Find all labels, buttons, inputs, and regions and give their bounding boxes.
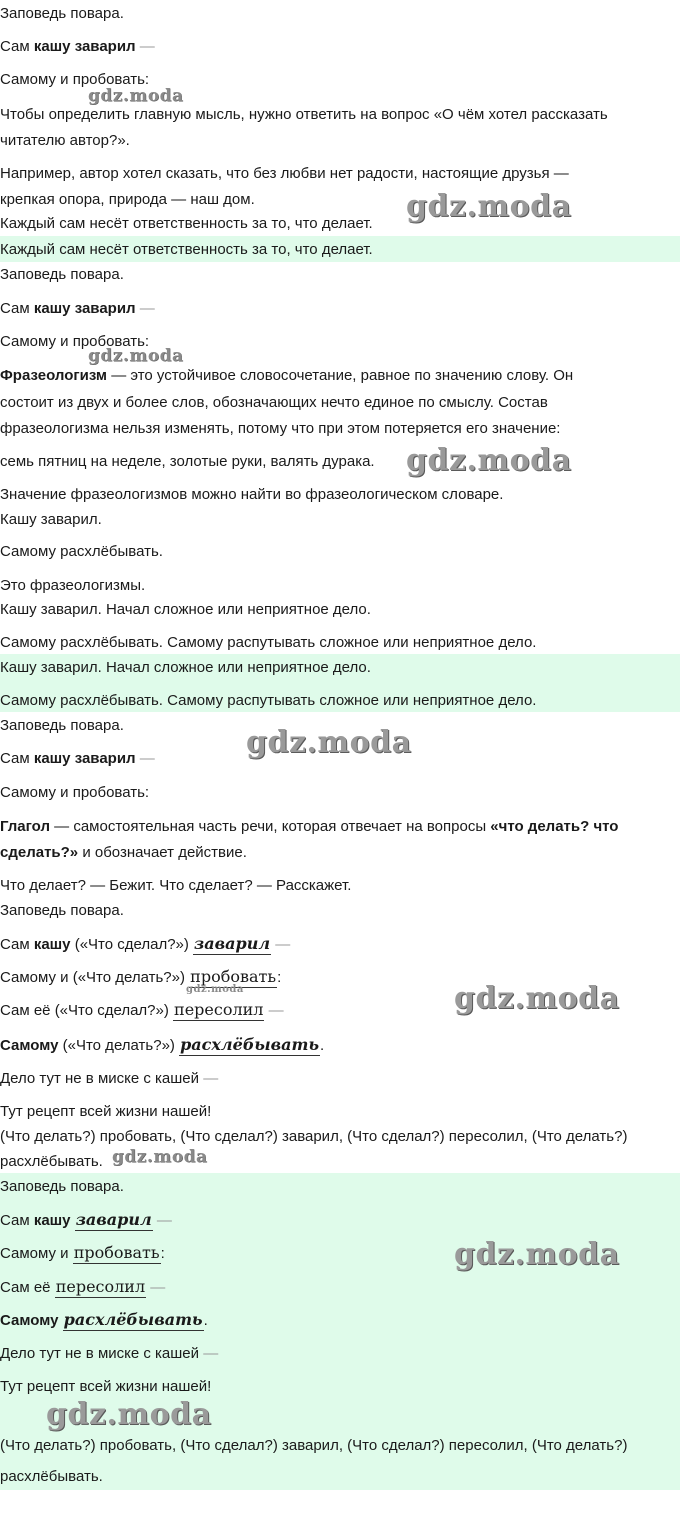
verb-zavaril: заварил xyxy=(194,934,271,953)
phraseologism-dictionary: Значение фразеологизмов можно найти во фразеологическом словаре. xyxy=(0,486,504,503)
poem-q-line-2: Самому и («Что делать?») пробовать: xyxy=(0,967,282,986)
poem-line-2: Самому и пробовать: xyxy=(0,784,150,801)
verb-examples: Что делает? — Бежит. Что сделает? — Расскажет. xyxy=(0,877,352,894)
poem-title: Заповедь повара. xyxy=(0,1178,124,1195)
poem-title: Заповедь повара. xyxy=(0,717,124,734)
watermark-logo: gdz.moda xyxy=(88,346,184,366)
answer-phrase-2: Самому расхлёбывать. Самому распутывать сложное или неприятное дело. xyxy=(0,692,537,709)
verb-peresolil: пересолил xyxy=(55,1277,146,1296)
poem-line-1: Сам кашу заварил — xyxy=(0,38,155,55)
watermark-logo: gdz.moda xyxy=(406,443,572,478)
phraseologism-examples: семь пятниц на неделе, золотые руки, валять дурака. xyxy=(0,453,375,470)
verb-rasxlebyvat: расхлёбывать xyxy=(180,1035,320,1054)
phraseologism-definition-3: фразеологизма нельзя изменять, потому что при этом потеряется его значение: xyxy=(0,420,561,437)
poem-q-line-3: Сам её («Что сделал?») пересолил — xyxy=(0,1000,284,1019)
phraseologism-definition-2: состоит из двух и более слов, обозначающих нечто единое по смыслу. Состав xyxy=(0,394,548,411)
verb-rasxlebyvat: расхлёбывать xyxy=(63,1310,203,1329)
phrase-meaning-2: Самому расхлёбывать. Самому распутывать сложное или неприятное дело. xyxy=(0,634,537,651)
poem-line-5: Дело тут не в миске с кашей — xyxy=(0,1070,219,1087)
answer-phrase-1: Кашу заварил. Начал сложное или неприятное дело. xyxy=(0,659,371,676)
poem-line-1: Сам кашу заварил — xyxy=(0,300,155,317)
verb-probovat: пробовать xyxy=(73,1243,160,1262)
watermark-logo: gdz.moda xyxy=(46,1397,212,1432)
main-idea-example-2: крепкая опора, природа — наш дом. xyxy=(0,191,255,208)
verb-peresolil: пересолил xyxy=(174,1000,264,1019)
verbs-summary-1: (Что делать?) пробовать, (Что сделал?) заварил, (Что сделал?) пересолил, (Что делать?) xyxy=(0,1128,628,1145)
poem-title: Заповедь повара. xyxy=(0,5,124,22)
answer-summary-2: расхлёбывать. xyxy=(0,1468,103,1485)
phrase-1: Кашу заварил. xyxy=(0,511,102,528)
main-idea-text-2: читателю автор?». xyxy=(0,132,130,149)
phraseologism-definition-1: Фразеологизм — это устойчивое словосочетание, равное по значению слову. Он xyxy=(0,367,574,384)
watermark-logo: gdz.moda xyxy=(186,984,244,995)
answer-poem-line-1: Сам кашу заварил — xyxy=(0,1210,172,1229)
verb-zavaril: заварил xyxy=(75,1210,152,1229)
verb-definition-1: Глагол — самостоятельная часть речи, которая отвечает на вопросы «что делать? что xyxy=(0,818,619,835)
watermark-logo: gdz.moda xyxy=(88,86,184,106)
poem-q-line-4: Самому («Что делать?») расхлёбывать. xyxy=(0,1035,325,1054)
poem-title: Заповедь повара. xyxy=(0,902,124,919)
phrase-2: Самому расхлёбывать. xyxy=(0,543,163,560)
main-idea-example-1: Например, автор хотел сказать, что без любви нет радости, настоящие друзья — xyxy=(0,165,569,182)
watermark-logo: gdz.moda xyxy=(246,725,412,760)
watermark-logo: gdz.moda xyxy=(406,189,572,224)
answer-summary-1: (Что делать?) пробовать, (Что сделал?) заварил, (Что сделал?) пересолил, (Что делать?) xyxy=(0,1437,628,1454)
poem-line-1: Сам кашу заварил — xyxy=(0,750,155,767)
poem-line-6: Тут рецепт всей жизни нашей! xyxy=(0,1103,212,1120)
answer-poem-line-5: Дело тут не в миске с кашей — xyxy=(0,1345,219,1362)
watermark-logo: gdz.moda xyxy=(454,1237,620,1272)
phrase-meaning-1: Кашу заварил. Начал сложное или неприятное дело. xyxy=(0,601,371,618)
watermark-logo: gdz.moda xyxy=(454,981,620,1016)
poem-q-line-1: Сам кашу («Что сделал?») заварил — xyxy=(0,934,291,953)
main-idea-text-1: Чтобы определить главную мысль, нужно ответить на вопрос «О чём хотел рассказать xyxy=(0,106,608,123)
verbs-summary-2: расхлёбывать. xyxy=(0,1153,103,1170)
poem-line-2: Самому и пробовать: xyxy=(0,333,150,350)
poem-line-2: Самому и пробовать: xyxy=(0,71,150,88)
answer-poem-line-4: Самому расхлёбывать. xyxy=(0,1310,208,1329)
phrase-note: Это фразеологизмы. xyxy=(0,577,146,594)
answer-poem-line-3: Сам её пересолил — xyxy=(0,1277,166,1296)
verb-definition-2: сделать?» и обозначает действие. xyxy=(0,844,247,861)
verb-probovat: пробовать xyxy=(190,967,277,986)
answer-poem-line-6: Тут рецепт всей жизни нашей! xyxy=(0,1378,212,1395)
main-idea-example-3: Каждый сам несёт ответственность за то, что делает. xyxy=(0,215,373,232)
watermark-logo: gdz.moda xyxy=(112,1147,208,1167)
answer-main-idea: Каждый сам несёт ответственность за то, что делает. xyxy=(0,241,373,258)
poem-title: Заповедь повара. xyxy=(0,266,124,283)
answer-poem-line-2: Самому и пробовать: xyxy=(0,1243,165,1262)
